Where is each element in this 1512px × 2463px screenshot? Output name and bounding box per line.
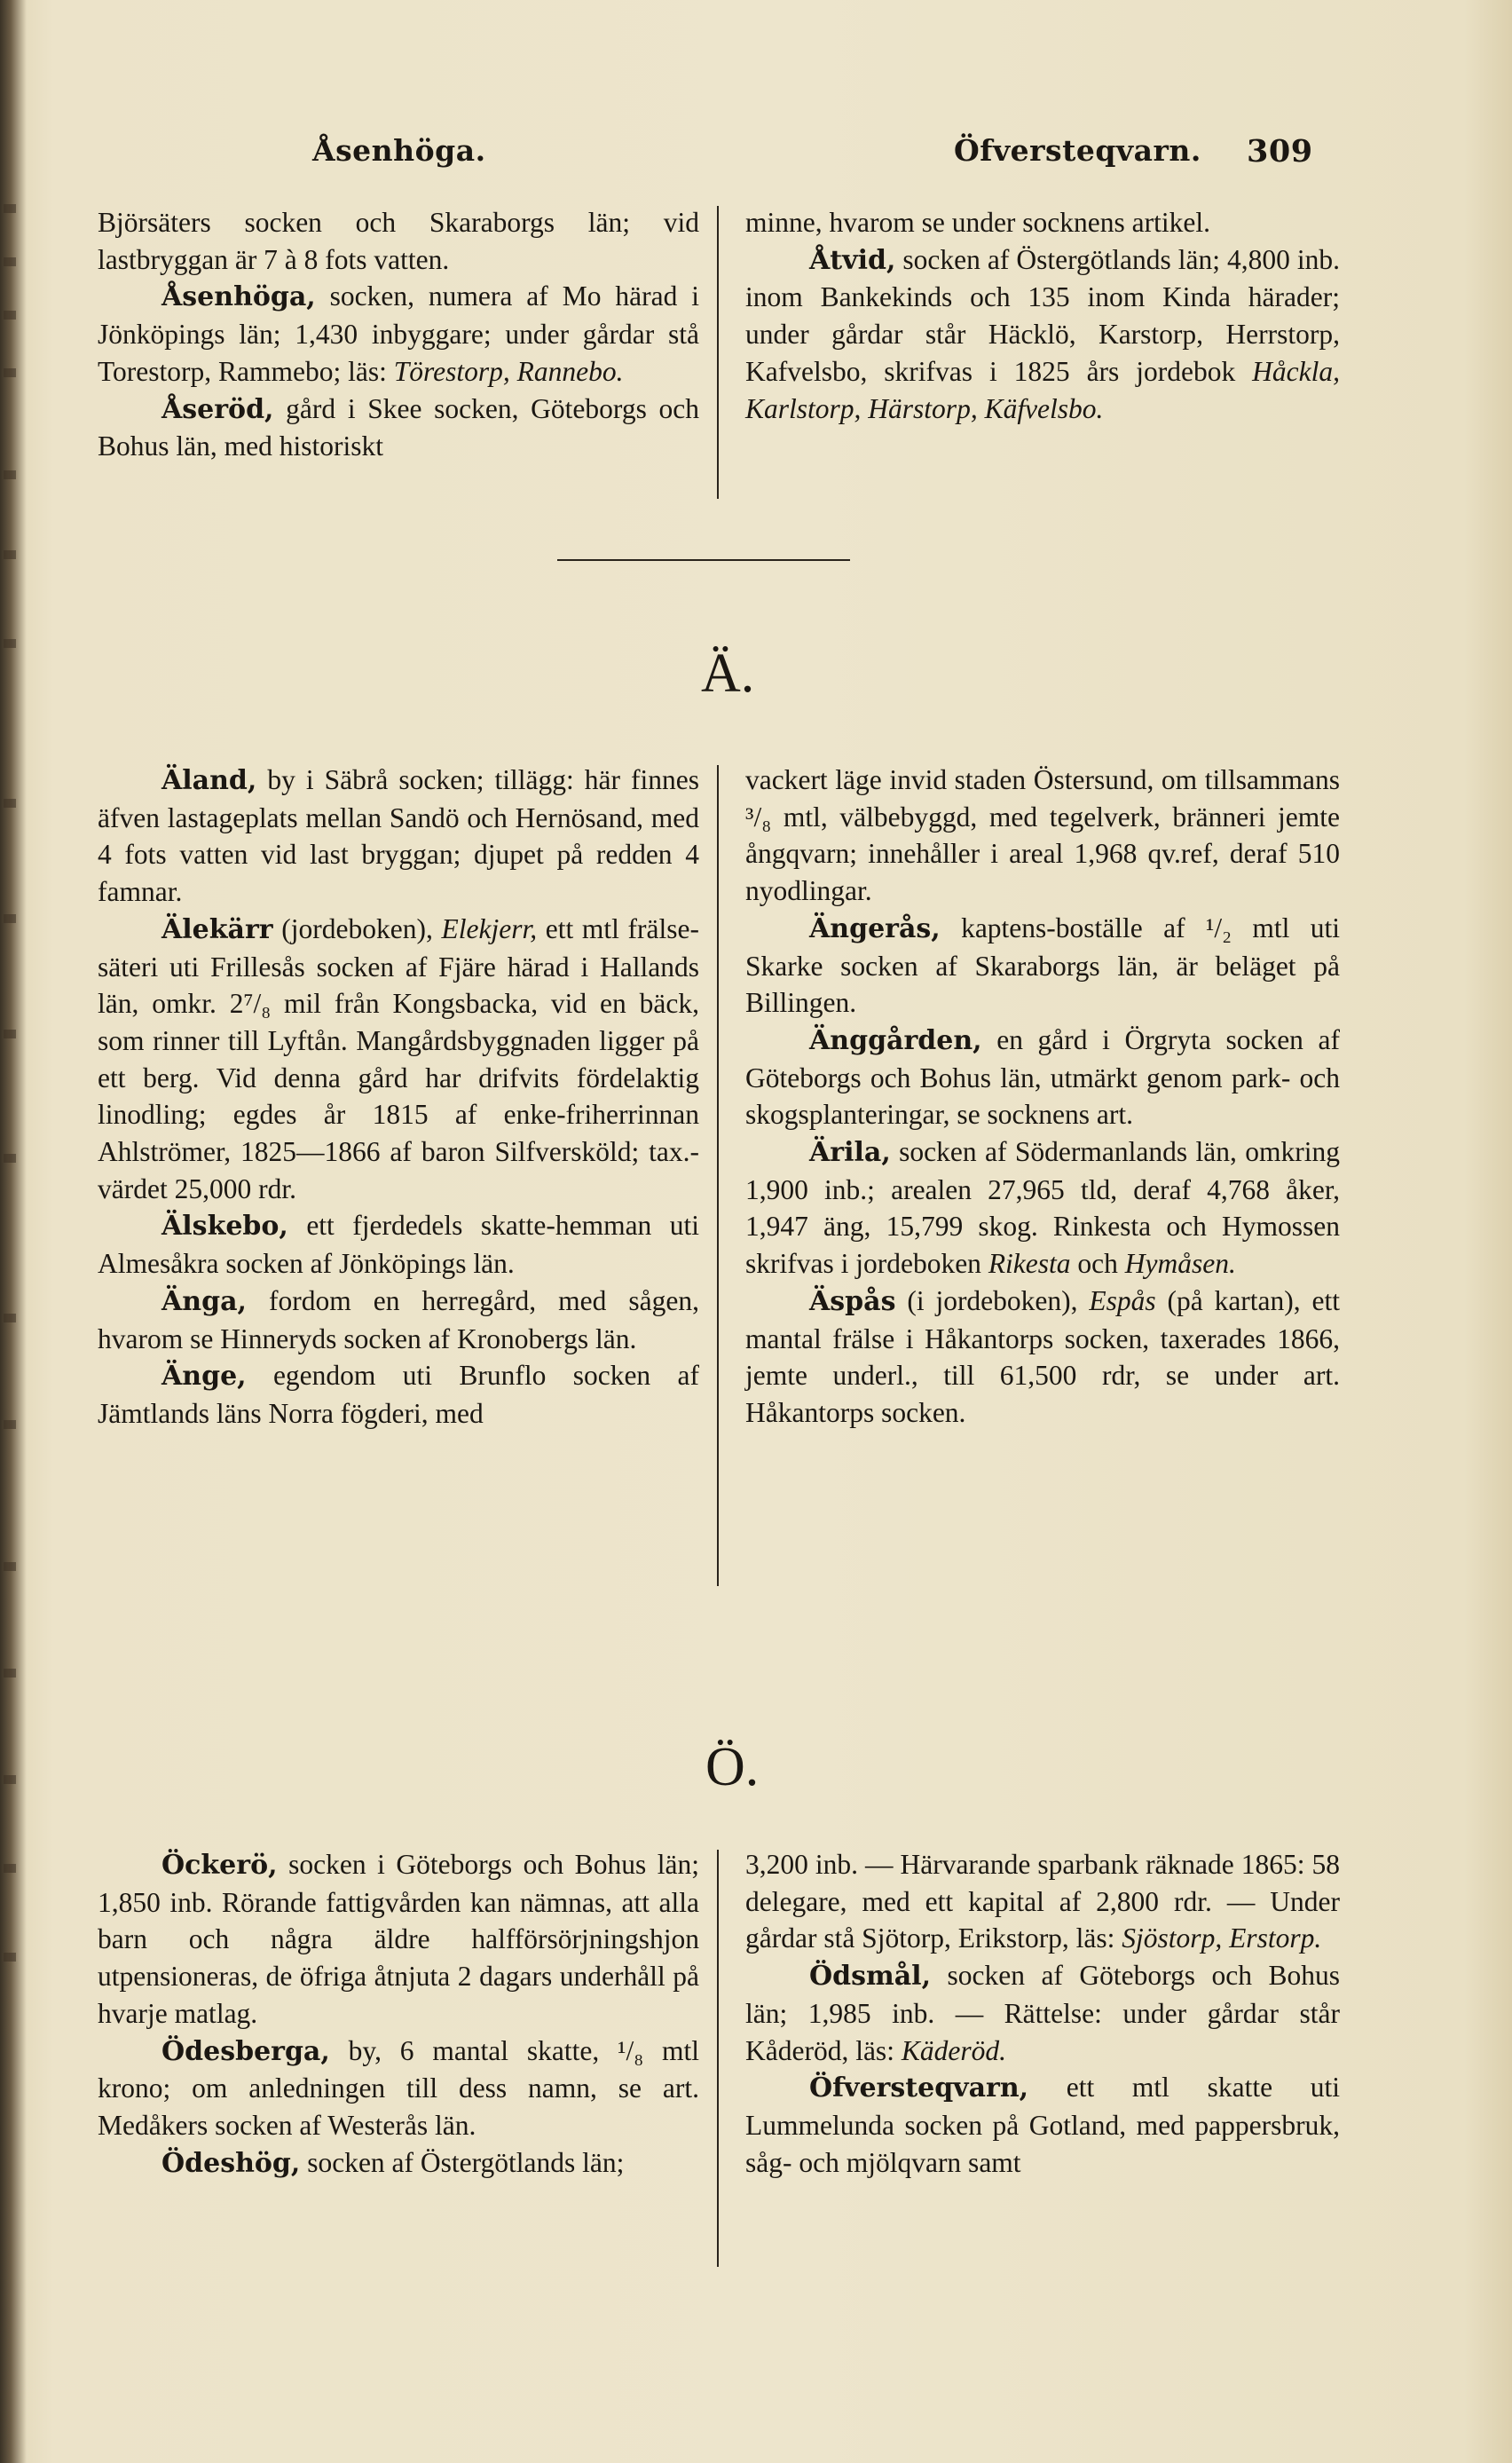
entry-ockero: Öckerö, socken i Göteborgs och Bohus län; 1,850 inb. Rörande fattigvården kan nämnas, att alla barn och några äldre halfförsörjningshjon utpensioneras, de öfriga åtnjuta 2 dagars underhåll på hvarje matlag. bbox=[98, 1849, 699, 2029]
entry-atvid: Åtvid, socken af Östergötlands län; 4,800 inb. inom Bankekinds och 135 inom Kinda härader; under gårdar står Häcklö, Karstorp, Herrstorp, Kafvelsbo, skrifvas i 1825 års jordebok Håckla, Karlstorp, Härstorp, Käfvelsbo. bbox=[745, 243, 1340, 424]
entry-odsmal: Ödsmål, socken af Göteborgs och Bohus län; 1,985 inb. — Rättelse: under gårdar står Kåderöd, läs: Käderöd. bbox=[745, 1960, 1340, 2066]
entry-anggarden: Änggården, en gård i Örgryta socken af Göteborgs och Bohus län, utmärkt genom park- och skogsplanteringar, se socknens art. bbox=[745, 1023, 1340, 1131]
section3-right-column bbox=[745, 1846, 1340, 2181]
text-paragraph: Björsäters socken och Skaraborgs län; vid lastbryggan är 7 à 8 fots vatten. bbox=[98, 207, 699, 275]
binding-edge bbox=[0, 178, 20, 2308]
entry-ofversteqvarn: Öfversteqvarn, ett mtl skatte uti Lummelunda socken på Gotland, med pappersbruk, såg- och mjölqvarn samt bbox=[745, 2072, 1340, 2178]
section-rule bbox=[557, 559, 850, 561]
page-number: 309 bbox=[1247, 133, 1313, 170]
section-letter-o: Ö. bbox=[705, 1737, 760, 1797]
entry-arila: Ärila, socken af Södermanlands län, omkring 1,900 inb.; arealen 27,965 tld, deraf 4,768 åker, 1,947 äng, 15,799 skog. Rinkesta och Hymossen skrifvas i jordeboken Rikesta och Hymåsen. bbox=[745, 1136, 1340, 1280]
entry-anga: Änga, fordom en herregård, med sågen, hvarom se Hinneryds socken af Kronobergs län. bbox=[98, 1284, 699, 1354]
entry-odeshog: Ödeshög, socken af Östergötlands län; bbox=[161, 2146, 625, 2179]
entry-aserod: Åseröd, gård i Skee socken, Göteborgs och Bohus län, med historiskt bbox=[98, 392, 699, 462]
entry-odesberga: Ödesberga, by, 6 mantal skatte, ¹/₈ mtl krono; om anledningen till dess namn, se art. Medåkers socken af Westerås län. bbox=[98, 2034, 699, 2141]
section2-right-column bbox=[745, 762, 1340, 1432]
text-paragraph: vackert läge invid staden Östersund, om tillsammans ³/₈ mtl, välbebyggd, med tegelverk, bränneri jemte ångqvarn; innehåller i areal 1,968 qv.ref, deraf 510 nyodlingar. bbox=[745, 764, 1340, 907]
section-letter-a: Ä. bbox=[701, 643, 755, 704]
entry-aspas: Äspås (i jordeboken), Espås (på kartan), ett mantal frälse i Håkantorps socken, taxerades 1866, jemte underl., till 61,500 rdr, se under art. Håkantorps socken. bbox=[745, 1284, 1340, 1428]
column-divider bbox=[717, 765, 719, 1586]
section1-left-column bbox=[98, 204, 699, 465]
section1-right-column bbox=[745, 204, 1340, 427]
text-paragraph: 3,200 inb. — Härvarande sparbank räknade 1865: 58 delegare, med ett kapital af 2,800 rdr. — Under gårdar stå Sjötorp, Erikstorp, läs: Sjöstorp, Erstorp. bbox=[745, 1849, 1340, 1954]
section3-left-column bbox=[98, 1846, 699, 2182]
running-head-left: Åsenhöga. bbox=[312, 133, 486, 168]
section2-left-column bbox=[98, 762, 699, 1433]
entry-aland: Äland, by i Säbrå socken; tillägg: här finnes äfven lastageplats mellan Sandö och Hernösand, med 4 fots vatten vid last bryggan; djupet på redden 4 famnar. bbox=[98, 764, 699, 908]
column-divider bbox=[717, 206, 719, 499]
running-head-center: Öfversteqvarn. bbox=[954, 133, 1201, 168]
entry-alekarr: Älekärr (jordeboken), Elekjerr, ett mtl frälse-säteri uti Frillesås socken af Fjäre härad i Hallands län, omkr. 2⁷/₈ mil från Kongsbacka, vid en bäck, som rinner till Lyftån. Mangårdsbyggnaden ligger på ett berg. Vid denna gård har drifvits fördelaktig linodling; egdes år 1815 af enke-friherrinnan Ahlströmer, 1825—1866 af baron Silfversköld; tax.-värdet 25,000 rdr. bbox=[98, 912, 700, 1204]
entry-angeras: Ängerås, kaptens-boställe af ¹/₂ mtl uti Skarke socken af Skaraborgs län, är beläget på Billingen. bbox=[745, 912, 1340, 1019]
text-paragraph: minne, hvarom se under socknens artikel. bbox=[745, 207, 1210, 238]
entry-asenhoga: Åsenhöga, socken, numera af Mo härad i Jönköpings län; 1,430 inbyggare; under gårdar stå Torestorp, Rammebo; läs: Törestorp, Rannebo. bbox=[98, 280, 699, 387]
column-divider bbox=[717, 1850, 719, 2267]
entry-ange: Änge, egendom uti Brunflo socken af Jämtlands läns Norra fögderi, med bbox=[98, 1360, 699, 1429]
entry-alskebo: Älskebo, ett fjerdedels skatte-hemman uti Almesåkra socken af Jönköpings län. bbox=[98, 1210, 699, 1280]
